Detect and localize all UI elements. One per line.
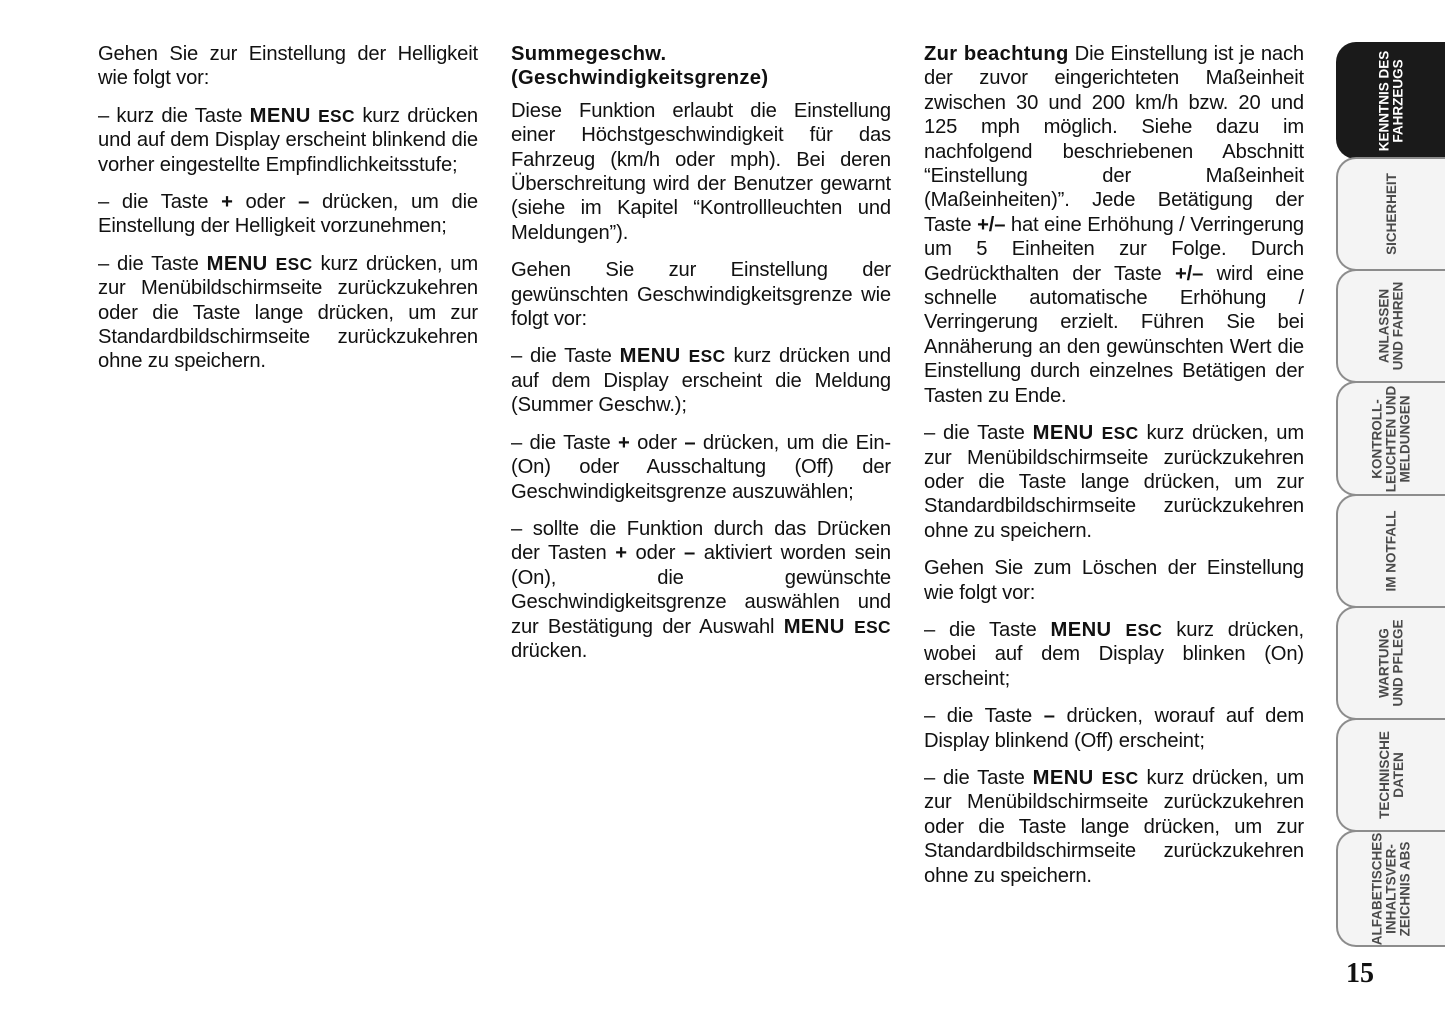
minus-key: – — [298, 191, 310, 214]
tab-label: IM NOTFALL — [1383, 510, 1399, 592]
text-column-1 — [98, 42, 478, 387]
paragraph: Diese Funktion erlaubt die Einstellung einer Höchstgeschwindigkeit für das Fahrzeug (km/h oder mph). Bei deren Überschreitung wird der Benutzer gewarnt (siehe im Kapitel “Kontrollleuchten und Meldungen”). — [511, 99, 891, 244]
tab-kenntnis-des-fahrzeugs[interactable] — [1336, 42, 1445, 159]
note-label: Zur beachtung — [924, 43, 1069, 65]
tab-sicherheit[interactable] — [1336, 157, 1445, 271]
esc-key: ESC — [1101, 767, 1139, 788]
paragraph: – die Taste – drücken, worauf auf dem Display blinkend (Off) erscheint; — [924, 705, 1304, 752]
paragraph: – die Taste MENU ESC kurz drücken, um zur Menübildschirmseite zurückzukehren oder die Taste lange drücken, um zur Standardbildschirmseite zurückzukehren ohne zu speichern. — [924, 766, 1304, 887]
tab-label: ALFABETISCHES INHALTSVER- ZEICHNIS ABS — [1369, 832, 1413, 945]
plus-key: + — [221, 191, 233, 214]
plus-key: + — [615, 542, 627, 565]
note-paragraph: Zur beachtung Die Einstellung ist je nach der zuvor eingerichteten Maßeinheit zwischen 30 und 200 km/h bzw. 20 und 125 mph möglich. Siehe dazu im nachfolgend beschriebenen Abschnitt “Einstellung der Maßeinheit (Maßeinheiten)”. Jede Betätigung der Taste +/– hat eine Erhöhung / Verringerung um 5 Einheiten zur Folge. Durch Gedrückthalten der Taste +/– wird eine schnelle automatische Erhöhung / Verringerung erzielt. Führen Sie bei Annäherung an den gewünschten Wert die Einstellung durch einzelnes Betätigen der Tasten zu Ende. — [924, 43, 1304, 407]
tab-technische-daten[interactable] — [1336, 718, 1445, 832]
tab-label: ANLASSEN UND FAHREN — [1376, 281, 1406, 371]
menu-key: MENU — [619, 345, 681, 368]
minus-key: – — [684, 542, 696, 565]
section-heading: Summegeschw. (Geschwindigkeitsgrenze) — [511, 43, 769, 90]
tab-kontrollleuchten-und-meldungen[interactable] — [1336, 381, 1445, 496]
paragraph: – die Taste MENU ESC kurz drücken, um zur Menübildschirmseite zurückzukehren oder die Taste lange drücken, um zur Standardbildschirmseite zurückzukehren ohne zu speichern. — [924, 422, 1304, 542]
text-column-2 — [511, 42, 891, 676]
text-column-3 — [924, 42, 1304, 901]
esc-key: ESC — [854, 616, 891, 637]
paragraph: – die Taste MENU ESC kurz drücken, wobei auf dem Display blinken (On) erscheint; — [924, 618, 1304, 690]
paragraph: Gehen Sie zur Einstellung der Helligkeit wie folgt vor: — [98, 43, 478, 90]
plus-minus-key: +/– — [977, 213, 1006, 236]
tab-label: TECHNISCHE DATEN — [1376, 731, 1406, 819]
minus-key: – — [684, 431, 696, 454]
paragraph: – die Taste MENU ESC kurz drücken, um zur Menübildschirmseite zurückzukehren oder die Taste lange drücken, um zur Standardbildschirmseite zurückzukehren ohne zu speichern. — [98, 252, 478, 373]
menu-key: MENU — [1032, 422, 1094, 445]
esc-key: ESC — [318, 105, 355, 126]
minus-key: – — [1043, 705, 1055, 728]
paragraph: Gehen Sie zur Einstellung der gewünschten Geschwindigkeitsgrenze wie folgt vor: — [511, 259, 891, 331]
tab-label: KONTROLL- LEUCHTEN UND MELDUNGEN — [1369, 385, 1413, 492]
paragraph: Gehen Sie zum Löschen der Einstellung wie folgt vor: — [924, 557, 1304, 604]
esc-key: ESC — [275, 253, 313, 274]
paragraph: – die Taste + oder – drücken, um die Einstellung der Helligkeit vorzunehmen; — [98, 191, 478, 238]
page-number: 15 — [1346, 958, 1374, 989]
paragraph: – die Taste MENU ESC kurz drücken und auf dem Display erscheint die Meldung (Summer Geschw.); — [511, 345, 892, 417]
tab-label: KENNTNIS DES FAHRZEUGS — [1376, 50, 1406, 151]
plus-minus-key: +/– — [1174, 262, 1204, 285]
paragraph: – die Taste + oder – drücken, um die Ein- (On) oder Ausschaltung (Off) der Geschwindigkeitsgrenze auszuwählen; — [511, 431, 891, 503]
esc-key: ESC — [1125, 619, 1163, 640]
menu-key: MENU — [1032, 766, 1094, 789]
esc-key: ESC — [688, 346, 726, 367]
plus-key: + — [618, 431, 630, 454]
menu-key: MENU — [249, 104, 311, 127]
menu-key: MENU — [783, 615, 845, 638]
esc-key: ESC — [1101, 423, 1139, 444]
tab-label: SICHERHEIT — [1383, 173, 1399, 255]
tab-alfabetisches-inhaltsverzeichnis[interactable] — [1336, 830, 1445, 947]
tab-anlassen-und-fahren[interactable] — [1336, 269, 1445, 383]
menu-key: MENU — [206, 252, 268, 275]
paragraph: – sollte die Funktion durch das Drücken der Tasten + oder – aktiviert worden sein (On), die gewünschte Geschwindigkeitsgrenze auswählen und zur Bestätigung der Auswahl MENU ESC drücken. — [511, 517, 891, 662]
tab-wartung-und-pflege[interactable] — [1336, 606, 1445, 720]
paragraph: – kurz die Taste MENU ESC kurz drücken und auf dem Display erscheint blinkend die vorher eingestellte Empfindlichkeitsstufe; — [98, 104, 478, 176]
tab-im-notfall[interactable] — [1336, 494, 1445, 608]
menu-key: MENU — [1050, 618, 1112, 641]
tab-label: WARTUNG UND PFLEGE — [1376, 619, 1406, 707]
chapter-tabs — [1336, 42, 1445, 947]
